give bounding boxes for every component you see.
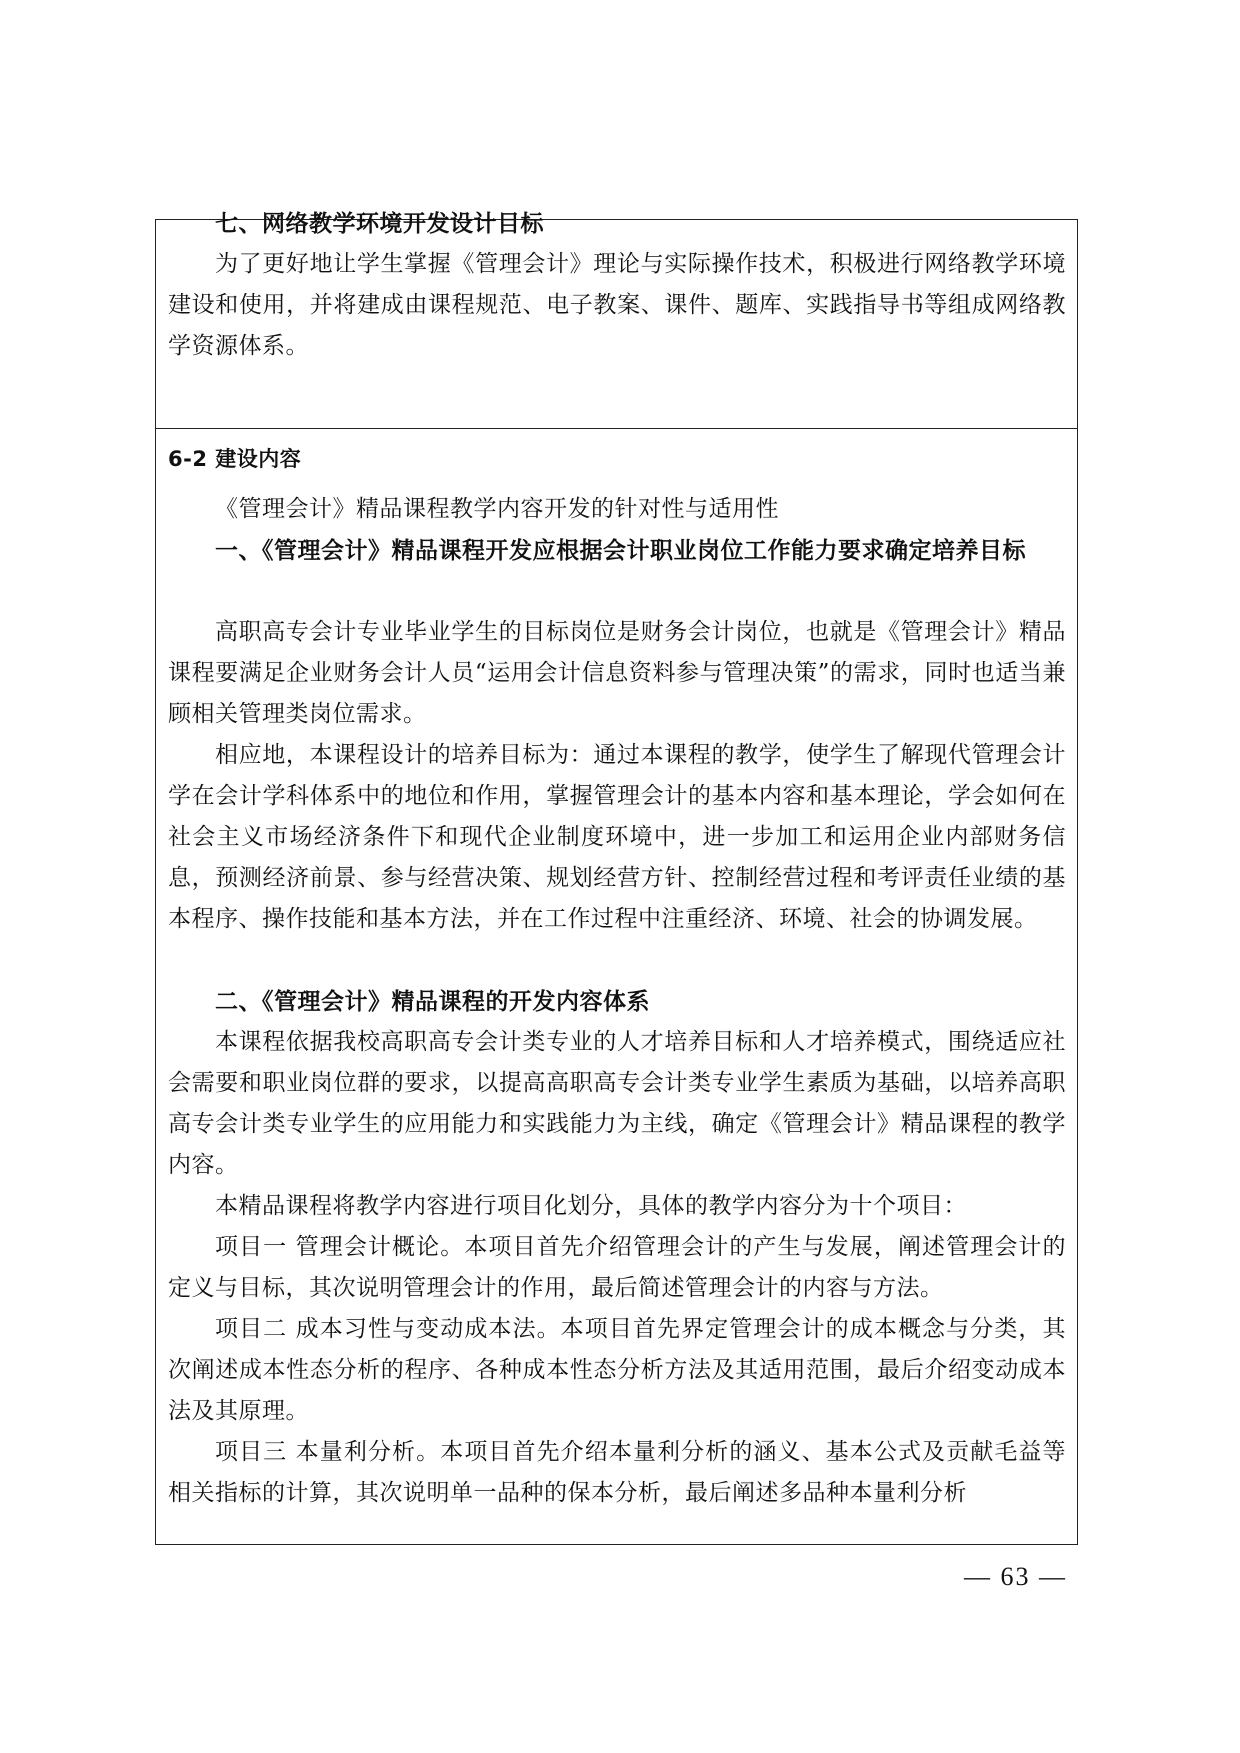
section-label: 6-2 建设内容	[168, 447, 302, 471]
content-table	[155, 210, 1078, 1545]
section-heading: 七、网络教学环境开发设计目标	[215, 210, 544, 237]
paragraph: 高职高专会计专业毕业学生的目标岗位是财务会计岗位，也就是《管理会计》精品课程要满足企业财务会计人员“运用会计信息资料参与管理决策”的需求，同时也适当兼顾相关管理类岗位需求。	[168, 619, 1066, 727]
paragraph: 本精品课程将教学内容进行项目化划分，具体的教学内容分为十个项目：	[215, 1193, 967, 1219]
heading-two: 二、《管理会计》精品课程的开发内容体系	[215, 988, 650, 1015]
project-item: 项目二 成本习性与变动成本法。本项目首先界定管理会计的成本概念与分类，其次阐述成本性态分析的程序、各种成本性态分析方法及其适用范围，最后介绍变动成本法及其原理。	[168, 1316, 1066, 1424]
heading-one: 一、《管理会计》精品课程开发应根据会计职业岗位工作能力要求确定培养目标	[215, 537, 1026, 564]
project-item: 项目三 本量利分析。本项目首先介绍本量利分析的涵义、基本公式及贡献毛益等相关指标的计算，其次说明单一品种的保本分析，最后阐述多品种本量利分析	[168, 1439, 1066, 1506]
paragraph: 相应地，本课程设计的培养目标为：通过本课程的教学，使学生了解现代管理会计学在会计学科体系中的地位和作用，掌握管理会计的基本内容和基本理论，学会如何在社会主义市场经济条件下和现代企业制度环境中，进一步加工和运用企业内部财务信息，预测经济前景、参与经营决策、规划经营方针、控制经营过程和考评责任业绩的基本程序、操作技能和基本方法，并在工作过程中注重经济、环境、社会的协调发展。	[168, 742, 1066, 932]
section-subtitle: 《管理会计》精品课程教学内容开发的针对性与适用性	[215, 496, 779, 522]
page-number: — 63 —	[964, 1562, 1067, 1591]
section-body: 为了更好地让学生掌握《管理会计》理论与实际操作技术，积极进行网络教学环境建设和使用，并将建成由课程规范、电子教案、课件、题库、实践指导书等组成网络教学资源体系。	[168, 251, 1066, 359]
paragraph: 本课程依据我校高职高专会计类专业的人才培养目标和人才培养模式，围绕适应社会需要和职业岗位群的要求，以提高高职高专会计类专业学生素质为基础，以培养高职高专会计类专业学生的应用能力和实践能力为主线，确定《管理会计》精品课程的教学内容。	[168, 1029, 1066, 1178]
project-item: 项目一 管理会计概论。本项目首先介绍管理会计的产生与发展，阐述管理会计的定义与目标，其次说明管理会计的作用，最后简述管理会计的内容与方法。	[168, 1234, 1066, 1301]
table-row-section-7	[156, 210, 1077, 429]
